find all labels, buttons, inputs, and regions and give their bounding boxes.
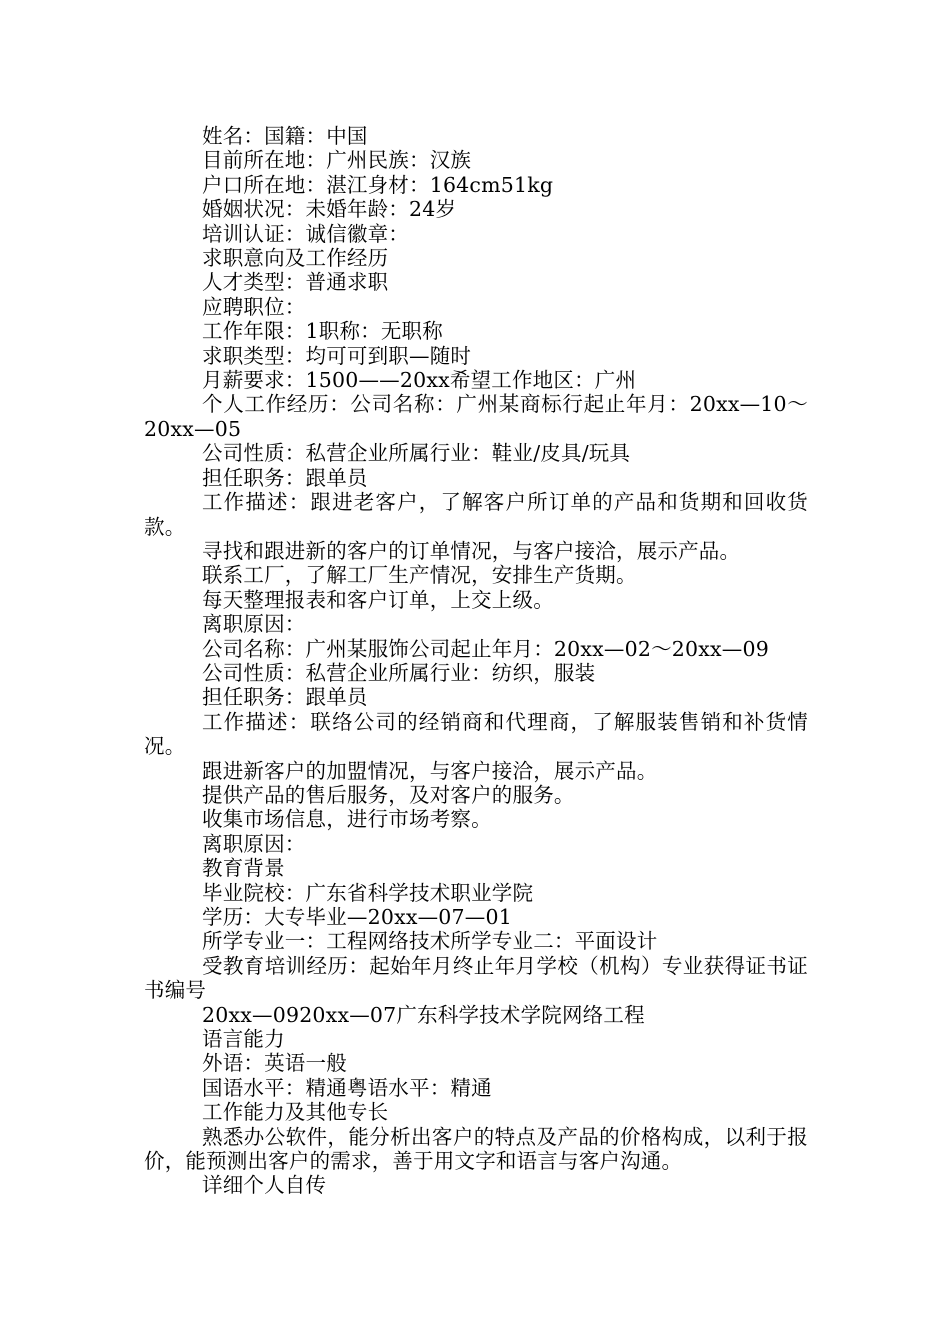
paragraph-hukou-physique: 户口所在地：湛江身材：164cm51kg — [202, 172, 554, 197]
paragraph-job-description-1: 工作描述：跟进老客户，了解客户所订单的产品和货期和回收货款。 — [144, 490, 808, 539]
paragraph-salary-area: 月薪要求：1500——20xx希望工作地区：广州 — [202, 368, 637, 393]
paragraph-leave-reason-1: 离职原因： — [202, 612, 306, 637]
paragraph-location-ethnicity: 目前所在地：广州民族：汉族 — [202, 148, 472, 173]
paragraph-role-1: 担任职务：跟单员 — [202, 465, 368, 490]
paragraph-years-title: 工作年限：1职称：无职称 — [202, 319, 443, 344]
section-heading-skills: 工作能力及其他专长 — [202, 1100, 389, 1125]
paragraph-training-entry: 20xx—0920xx—07广东科学技术学院网络工程 — [202, 1002, 645, 1027]
paragraph-duty-1b: 联系工厂，了解工厂生产情况，安排生产货期。 — [202, 563, 637, 588]
paragraph-job-description-2: 工作描述：联络公司的经销商和代理商，了解服装售销和补货情况。 — [144, 709, 808, 759]
section-heading-education: 教育背景 — [202, 856, 285, 881]
paragraph-duty-2c: 收集市场信息，进行市场考察。 — [202, 807, 492, 832]
paragraph-mandarin-cantonese: 国语水平：精通粤语水平：精通 — [202, 1075, 492, 1100]
paragraph-talent-type: 人才类型：普通求职 — [202, 270, 389, 295]
paragraph-duty-1a: 寻找和跟进新的客户的订单情况，与客户接洽，展示产品。 — [202, 538, 741, 563]
section-heading-language: 语言能力 — [202, 1027, 285, 1052]
paragraph-company-nature-1: 公司性质：私营企业所属行业：鞋业/皮具/玩具 — [202, 441, 631, 466]
paragraph-leave-reason-2: 离职原因： — [202, 831, 306, 856]
paragraph-role-2: 担任职务：跟单员 — [202, 685, 368, 710]
paragraph-job-type: 求职类型：均可可到职—随时 — [202, 343, 472, 368]
paragraph-foreign-language: 外语：英语一般 — [202, 1051, 347, 1076]
paragraph-skills-description: 熟悉办公软件，能分析出客户的特点及产品的价格构成，以利于报价，能预测出客户的需求，善于用文字和语言与客户沟通。 — [144, 1124, 808, 1174]
paragraph-position: 应聘职位： — [202, 294, 306, 319]
paragraph-work-experience-2: 公司名称：广州某服饰公司起止年月：20xx—02～20xx—09 — [202, 636, 769, 661]
paragraph-duty-2a: 跟进新客户的加盟情况，与客户接洽，展示产品。 — [202, 758, 658, 783]
paragraph-degree: 学历：大专毕业—20xx—07—01 — [202, 905, 512, 929]
paragraph-school: 毕业院校：广东省科学技术职业学院 — [202, 880, 534, 905]
resume-body — [144, 124, 808, 1198]
paragraph-training-header: 受教育培训经历：起始年月终止年月学校（机构）专业获得证书证书编号 — [144, 953, 808, 1003]
paragraph-majors: 所学专业一：工程网络技术所学专业二：平面设计 — [202, 929, 658, 954]
paragraph-company-nature-2: 公司性质：私营企业所属行业：纺织，服装 — [202, 660, 596, 685]
paragraph-duty-1c: 每天整理报表和客户订单，上交上级。 — [202, 587, 554, 612]
paragraph-work-experience-1: 个人工作经历：公司名称：广州某商标行起止年月：20xx—10～20xx—05 — [144, 392, 808, 441]
paragraph-name-nationality: 姓名：国籍：中国 — [202, 124, 368, 148]
paragraph-certification: 培训认证：诚信徽章： — [202, 221, 409, 246]
section-heading-job-intention: 求职意向及工作经历 — [202, 246, 389, 271]
paragraph-marital-age: 婚姻状况：未婚年龄：24岁 — [202, 197, 457, 222]
paragraph-duty-2b: 提供产品的售后服务，及对客户的服务。 — [202, 782, 575, 807]
section-heading-autobiography: 详细个人自传 — [202, 1173, 327, 1198]
